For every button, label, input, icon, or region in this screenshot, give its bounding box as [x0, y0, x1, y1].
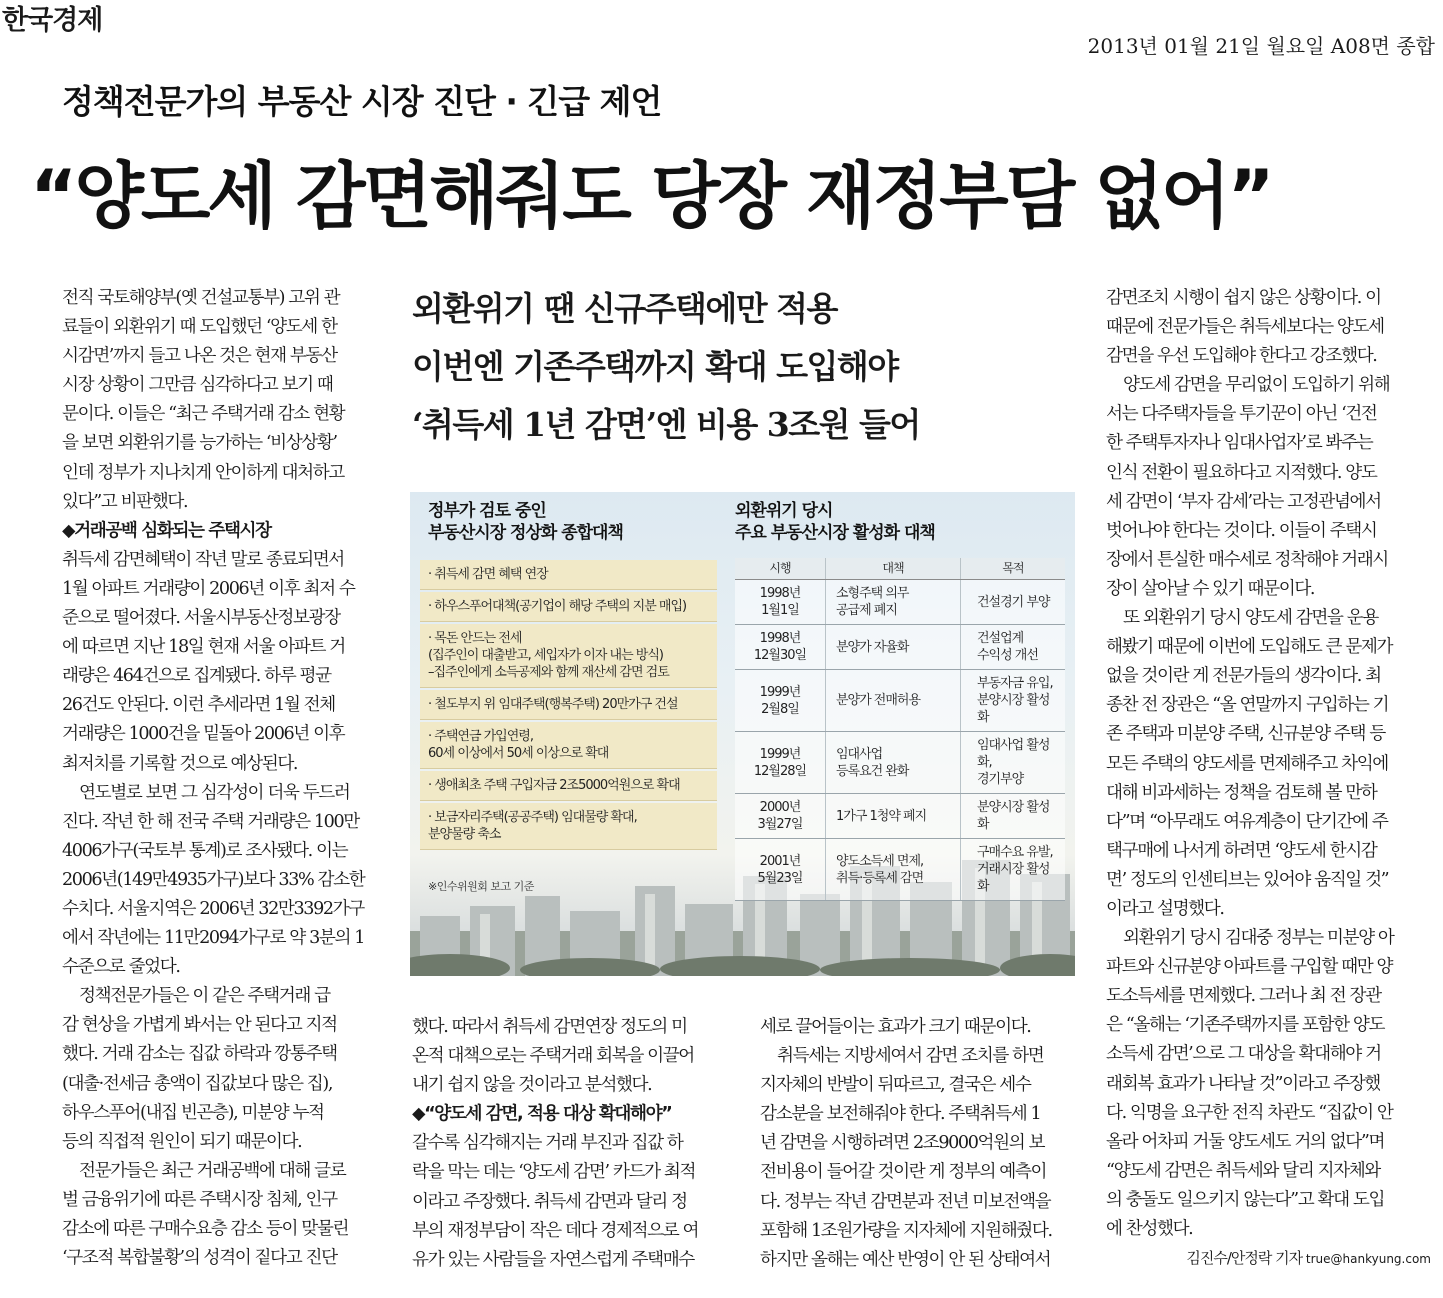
measure-item: · 생애최초 주택 구입자금 2조5000억원으로 확대	[420, 771, 717, 801]
text-line: 종찬 전 장관은 “올 연말까지 구입하는 기	[1106, 695, 1389, 716]
goal-cell: 건설경기 부양	[961, 580, 1066, 625]
text-line: 감 현상을 가볍게 봐서는 안 된다고 지적	[62, 1015, 337, 1036]
text-line: 연도별로 보면 그 심각성이 더욱 두드러	[79, 782, 350, 803]
table-row	[735, 670, 1065, 732]
goal-cell: 임대사업 활성화, 경기부양	[961, 732, 1066, 794]
text-line: 세 감면이 ‘부자 감세’라는 고정관념에서	[1106, 491, 1381, 512]
policy-cell: 1가구 1청약 폐지	[826, 794, 961, 839]
text-line: 외환위기 당시 김대중 정부는 미분양 아	[1123, 928, 1394, 949]
text-line: 했다. 따라서 취득세 감면연장 정도의 미	[412, 1017, 687, 1037]
text-line: 또 외환위기 당시 양도세 감면을 운용	[1123, 608, 1378, 629]
text-line: (대출·전세금 총액이 집값보다 많은 집),	[62, 1073, 333, 1094]
text-line: 면’ 정도의 인센티브는 있어야 움직일 것”	[1106, 869, 1389, 890]
text-line: 대해 비과세하는 정책을 검토해 볼 만하	[1106, 782, 1377, 803]
text-line: 준으로 떨어졌다. 서울시부동산정보광장	[62, 608, 340, 629]
date-cell: 1998년 12월30일	[735, 625, 826, 670]
text-line: 존 주택과 미분양 주택, 신규분양 주택 등	[1106, 724, 1385, 745]
text-line: 부의 재정부담이 작은 데다 경제적으로 여	[412, 1220, 699, 1241]
table-header-row	[735, 558, 1065, 580]
article-column-1	[62, 284, 382, 1273]
text-line: 료들이 외환위기 때 도입했던 ‘양도세 한	[62, 317, 337, 338]
byline-names: 김진수/안정락 기자	[1186, 1249, 1303, 1268]
article-column-4	[1106, 284, 1431, 1274]
text-line: 없을 것이란 게 전문가들의 생각이다. 최	[1106, 666, 1381, 687]
measure-item: · 보금자리주택(공공주택) 임대물량 확대, 분양물량 축소	[420, 803, 717, 850]
date-cell: 1999년 2월8일	[735, 670, 826, 732]
text-line: 전직 국토해양부(옛 건설교통부) 고위 관	[62, 288, 340, 308]
text-line: 년 감면을 시행하려면 2조9000억원의 보	[760, 1133, 1045, 1154]
text-line: 취득세 감면혜택이 작년 말로 종료되면서	[62, 549, 344, 570]
policy-cell: 분양가 전매허용	[826, 670, 961, 732]
text-line: 때문에 전문가들은 취득세보다는 양도세	[1106, 317, 1384, 338]
current-measures-title: 정부가 검토 중인 부동산시장 정상화 종합대책	[428, 501, 623, 543]
text-line: 은 “올해는 ‘기존주택까지를 포함한 양도	[1106, 1015, 1385, 1036]
measure-item: · 취득세 감면 혜택 연장	[420, 560, 717, 590]
text-line: 정책전문가들은 이 같은 주택거래 급	[79, 986, 330, 1007]
text-line: 모든 주택의 양도세를 면제해주고 차익에	[1106, 753, 1388, 774]
text-line: 온적 대책으로는 주택거래 회복을 이끌어	[412, 1046, 694, 1067]
byline	[1106, 1244, 1431, 1274]
policy-infographic	[410, 492, 1075, 976]
crisis-measures-table	[735, 558, 1065, 901]
policy-cell: 양도소득세 면제, 취득·등록세 감면	[826, 839, 961, 901]
text-line: 양도세 감면을 무리없이 도입하기 위해	[1123, 375, 1390, 396]
deck-line: 외환위기 땐 신규주택에만 적용	[412, 289, 837, 328]
text-line: 수준으로 줄었다.	[62, 957, 180, 978]
text-line: 벌 금융위기에 따른 주택시장 침체, 인구	[62, 1189, 337, 1210]
text-line: 유가 있는 사람들을 자연스럽게 주택매수	[412, 1249, 694, 1270]
section-subhead: ◆거래공백 심화되는 주택시장	[62, 520, 271, 541]
text-line: 이라고 설명했다.	[1106, 898, 1224, 919]
goal-cell: 부동자금 유입, 분양시장 활성화	[961, 670, 1066, 732]
table-row	[735, 732, 1065, 794]
text-line: 벗어나야 한다는 것이다. 이들이 주택시	[1106, 520, 1377, 541]
text-line: 인데 정부가 지나치게 안이하게 대처하고	[62, 462, 344, 483]
deck-line: ‘취득세 1년 감면’엔 비용 3조원 들어	[412, 405, 920, 444]
text-line: 파트와 신규분양 아파트를 구입할 때만 양	[1106, 957, 1393, 978]
text-line: 시감면’까지 들고 나온 것은 현재 부동산	[62, 346, 337, 367]
text-line: 올라 어차피 거둘 양도세도 거의 없다”며	[1106, 1131, 1385, 1152]
text-line: 다. 정부는 작년 감면분과 전년 미보전액을	[760, 1191, 1051, 1212]
text-line: 4006가구(국토부 통계)로 조사됐다. 이는	[62, 840, 348, 861]
text-line: 래량은 464건으로 집계됐다. 하루 평균	[62, 666, 331, 687]
text-line: 이라고 주장했다. 취득세 감면과 달리 정	[412, 1191, 687, 1212]
column-header: 시행	[735, 558, 826, 580]
text-line: 진다. 작년 한 해 전국 주택 거래량은 100만	[62, 811, 359, 832]
dateline: 2013년 01월 21일 월요일 A08면 종합	[1087, 34, 1435, 58]
text-line: 갈수록 심각해지는 거래 부진과 집값 하	[412, 1133, 683, 1154]
column-header: 목적	[961, 558, 1066, 580]
text-line: 문이다. 이들은 “최근 주택거래 감소 현황	[62, 404, 345, 425]
article-headline: “양도세 감면해줘도 당장 재정부담 없어”	[30, 154, 1272, 238]
text-line: 2006년(149만4935가구)보다 33% 감소한	[62, 869, 365, 890]
text-line: 한 주택투자자나 임대사업자’로 봐주는	[1106, 433, 1373, 454]
goal-cell: 건설업계 수익성 개선	[961, 625, 1066, 670]
text-line: 다. 익명을 요구한 전직 차관도 “집값이 안	[1106, 1102, 1393, 1123]
text-line: 장에서 튼실한 매수세로 정착해야 거래시	[1106, 549, 1388, 570]
text-line: 해봤기 때문에 이번에 도입해도 큰 문제가	[1106, 637, 1393, 658]
text-line: 있다”고 비판했다.	[62, 491, 188, 512]
byline-email: true@hankyung.com	[1305, 1252, 1431, 1267]
text-line: 인식 전환이 필요하다고 지적했다. 양도	[1106, 462, 1377, 483]
deck-line: 이번엔 기존주택까지 확대 도입해야	[412, 347, 898, 386]
text-line: 전문가들은 최근 거래공백에 대해 글로	[79, 1160, 346, 1181]
policy-cell: 분양가 자율화	[826, 625, 961, 670]
date-cell: 2000년 3월27일	[735, 794, 826, 839]
section-subhead: ◆“양도세 감면, 적용 대상 확대해야”	[412, 1104, 672, 1125]
column-header: 대책	[826, 558, 961, 580]
measure-item: · 하우스푸어대책(공기업이 해당 주택의 지분 매입)	[420, 592, 717, 622]
date-cell: 2001년 5월23일	[735, 839, 826, 901]
measure-item: · 목돈 안드는 전세 (집주인이 대출받고, 세입자가 이자 내는 방식) –집주인에게 소득공제와 함께 재산세 감면 검토	[420, 624, 717, 688]
text-line: 포함해 1조원가량을 지자체에 지원해줬다.	[760, 1220, 1052, 1241]
text-line: 다”며 “아무래도 여유계층이 단기간에 주	[1106, 811, 1388, 832]
text-line: 26건도 안된다. 이런 추세라면 1월 전체	[62, 695, 335, 716]
text-line: 소득세 감면’으로 그 대상을 확대해야 거	[1106, 1044, 1381, 1065]
text-line: 하우스푸어(내집 빈곤층), 미분양 누적	[62, 1102, 324, 1123]
goal-cell: 구매수요 유발, 거래시장 활성화	[961, 839, 1066, 901]
article-kicker: 정책전문가의 부동산 시장 진단 · 긴급 제언	[62, 82, 662, 121]
article-column-3	[760, 1013, 1080, 1275]
text-line: 내기 쉽지 않을 것이라고 분석했다.	[412, 1075, 652, 1096]
goal-cell: 분양시장 활성화	[961, 794, 1066, 839]
text-line: 감면을 우선 도입해야 한다고 강조했다.	[1106, 346, 1377, 367]
policy-cell: 소형주택 의무 공급제 폐지	[826, 580, 961, 625]
text-line: 했다. 거래 감소는 집값 하락과 깡통주택	[62, 1044, 337, 1065]
crisis-measures-title: 외환위기 당시 주요 부동산시장 활성화 대책	[735, 501, 935, 543]
text-line: 감소에 따른 구매수요층 감소 등이 맞물린	[62, 1219, 349, 1239]
article-column-2	[412, 1013, 737, 1275]
text-line: 의 충돌도 일으키지 않는다”고 확대 도입	[1106, 1189, 1385, 1210]
text-line: “양도세 감면은 취득세와 달리 지자체와	[1106, 1160, 1380, 1181]
newspaper-logo: 한국경제	[2, 5, 103, 36]
text-line: 1월 아파트 거래량이 2006년 이후 최저 수	[62, 578, 355, 599]
text-line: 택구매에 나서게 하려면 ‘양도세 한시감	[1106, 840, 1377, 861]
table-row	[735, 580, 1065, 625]
text-line: 지자체의 반발이 뒤따르고, 결국은 세수	[760, 1075, 1031, 1096]
text-line: 수치다. 서울지역은 2006년 32만3392가구	[62, 898, 364, 919]
text-line: 장이 살아날 수 있기 때문이다.	[1106, 578, 1315, 599]
text-line: 세로 끌어들이는 효과가 크기 때문이다.	[760, 1017, 1031, 1037]
text-line: 래회복 효과가 나타날 것”이라고 주장했	[1106, 1073, 1380, 1094]
text-line: 도소득세를 면제했다. 그러나 최 전 장관	[1106, 986, 1381, 1007]
text-line: 락을 막는 데는 ‘양도세 감면’ 카드가 최적	[412, 1162, 696, 1183]
text-line: 을 보면 외환위기를 능가하는 ‘비상상황’	[62, 433, 337, 454]
text-line: 감소분을 보전해줘야 한다. 주택취득세 1	[760, 1104, 1041, 1125]
text-line: 하지만 올해는 예산 반영이 안 된 상태여서	[760, 1249, 1051, 1270]
text-line: ‘구조적 복합불황’의 성격이 짙다고 진단	[62, 1248, 337, 1269]
text-line: 에 따르면 지난 18일 현재 서울 아파트 거	[62, 637, 345, 658]
text-line: 서는 다주택자들을 투기꾼이 아닌 ‘건전	[1106, 404, 1377, 425]
article-decks	[412, 280, 920, 454]
measure-item: · 철도부지 위 임대주택(행복주택) 20만가구 건설	[420, 690, 717, 720]
date-cell: 1999년 12월28일	[735, 732, 826, 794]
table-row	[735, 625, 1065, 670]
current-measures-list	[420, 560, 717, 852]
text-line: 에 찬성했다.	[1106, 1219, 1193, 1239]
text-line: 에서 작년에는 11만2094가구로 약 3분의 1	[62, 928, 365, 949]
table-row	[735, 839, 1065, 901]
text-line: 거래량은 1000건을 밑돌아 2006년 이후	[62, 724, 345, 745]
text-line: 감면조치 시행이 쉽지 않은 상황이다. 이	[1106, 288, 1381, 308]
source-note: ※인수위원회 보고 기준	[428, 880, 534, 893]
date-cell: 1998년 1월1일	[735, 580, 826, 625]
text-line: 취득세는 지방세여서 감면 조치를 하면	[777, 1046, 1044, 1067]
table-row	[735, 794, 1065, 839]
measure-item: · 주택연금 가입연령, 60세 이상에서 50세 이상으로 확대	[420, 722, 717, 769]
text-line: 최저치를 기록할 것으로 예상된다.	[62, 753, 298, 774]
text-line: 등의 직접적 원인이 되기 때문이다.	[62, 1131, 302, 1152]
policy-cell: 임대사업 등록요건 완화	[826, 732, 961, 794]
text-line: 시장 상황이 그만큼 심각하다고 보기 때	[62, 375, 333, 396]
text-line: 전비용이 들어갈 것이란 게 정부의 예측이	[760, 1162, 1047, 1183]
